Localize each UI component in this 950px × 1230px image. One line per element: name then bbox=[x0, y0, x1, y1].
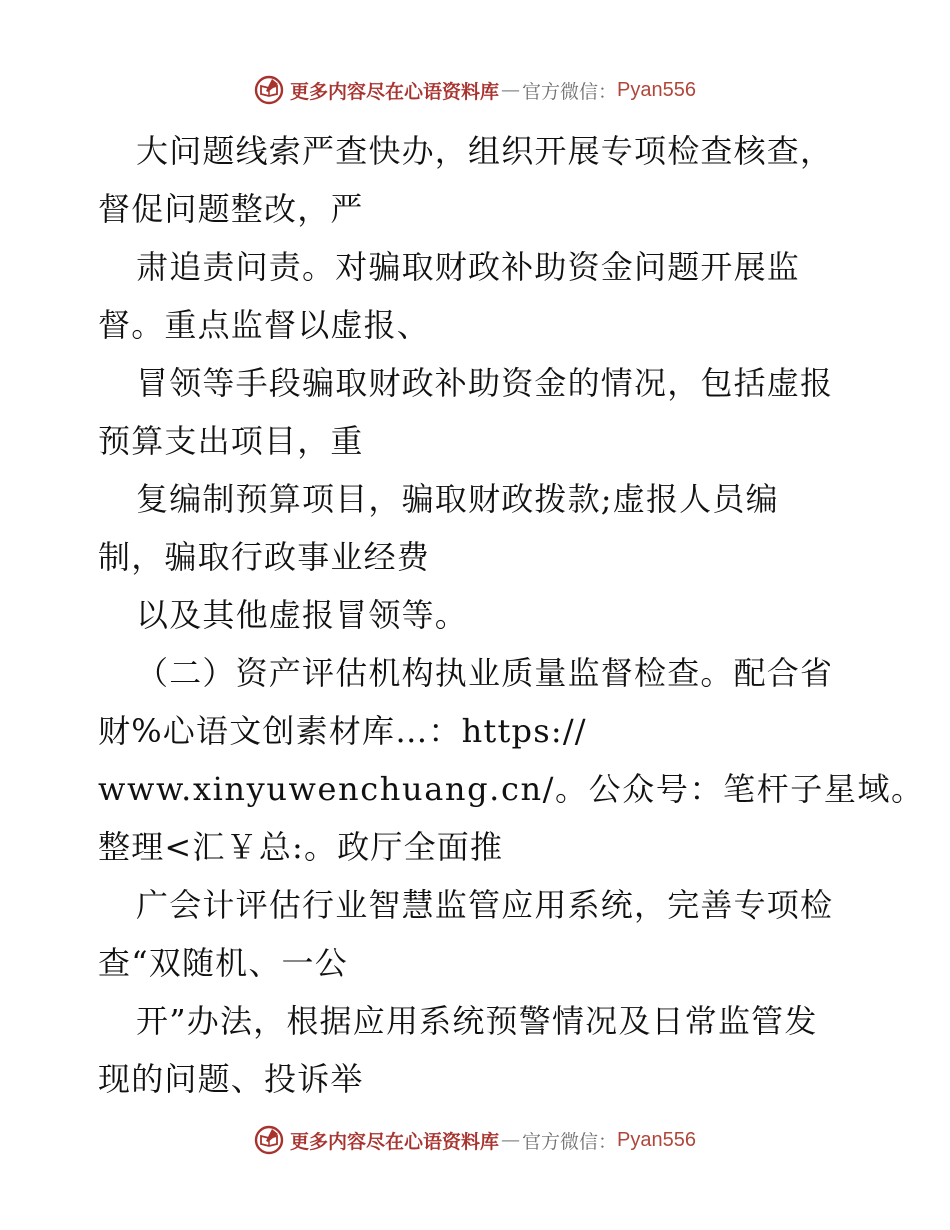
brand-text: 更多内容尽在心语资料库 bbox=[290, 80, 500, 103]
text-line: 制，骗取行政事业经费 bbox=[98, 538, 431, 576]
text-line: （二）资产评估机构执业质量监督检查。配合省 bbox=[136, 654, 834, 692]
wechat-id: Pyan556 bbox=[617, 78, 696, 101]
text-line: 大问题线索严查快办，组织开展专项检查核查， bbox=[136, 132, 834, 170]
text-line: 以及其他虚报冒领等。 bbox=[136, 596, 469, 634]
banner-separator: — bbox=[501, 1129, 521, 1151]
text-line: 整理<汇￥总:。政厅全面推 bbox=[98, 828, 504, 866]
text-line: 开”办法，根据应用系统预警情况及日常监管发 bbox=[136, 1002, 818, 1040]
text-line: 督。重点监督以虚报、 bbox=[98, 306, 431, 344]
banner-separator: — bbox=[501, 79, 521, 101]
wechat-id: Pyan556 bbox=[617, 1128, 696, 1151]
text-line: 现的问题、投诉举 bbox=[98, 1060, 364, 1098]
book-quill-logo-icon bbox=[254, 75, 284, 105]
brand-text: 更多内容尽在心语资料库 bbox=[290, 1130, 500, 1153]
text-line: 预算支出项目，重 bbox=[98, 422, 364, 460]
wechat-label: 官方微信： bbox=[522, 80, 618, 103]
text-line: 财%心语文创素材库…：https:// bbox=[98, 712, 587, 750]
text-line: 复编制预算项目，骗取财政拨款;虚报人员编 bbox=[136, 480, 779, 518]
book-quill-logo-icon bbox=[254, 1125, 284, 1155]
text-line: 查“双随机、一公 bbox=[98, 944, 348, 982]
text-line: www.xinyuwenchuang.cn/。公众号：笔杆子星域。 bbox=[98, 770, 925, 808]
header-banner bbox=[0, 70, 950, 110]
text-line: 督促问题整改，严 bbox=[98, 190, 364, 228]
document-body bbox=[98, 122, 925, 1108]
text-line: 肃追责问责。对骗取财政补助资金问题开展监 bbox=[136, 248, 801, 286]
footer-banner bbox=[0, 1120, 950, 1160]
wechat-label: 官方微信： bbox=[522, 1130, 618, 1153]
text-line: 广会计评估行业智慧监管应用系统，完善专项检 bbox=[136, 886, 834, 924]
text-line: 冒领等手段骗取财政补助资金的情况，包括虚报 bbox=[136, 364, 834, 402]
